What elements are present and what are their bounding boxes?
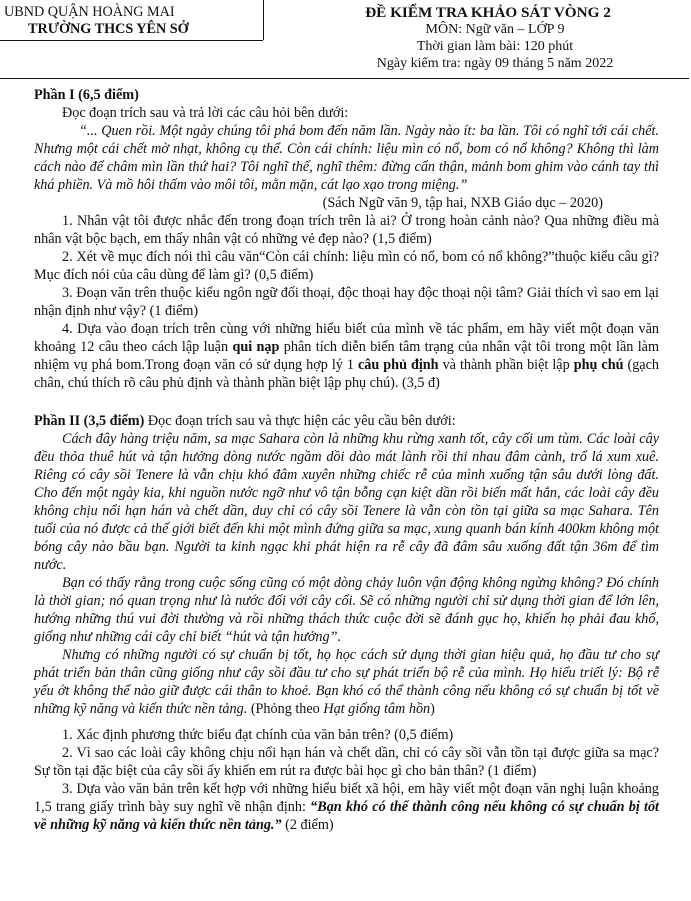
part2-source: (Phỏng theo Hạt giống tâm hồn) [250, 701, 435, 717]
part2-paragraph-3: Nhưng có những người có sự chuẩn bị tốt, họ học cách sử dụng thời gian hiệu quả, họ đầu tư cho sự phát triển bản thân cũng giống như cây sồi đầu tư cho sự phát triển bộ rễ của mình. Họ hiểu triết lý: Bộ rễ yếu ớt không thể nào giữ được cái thân to khoẻ. Bạn khó có thể thành công nếu không có sự chuẩn bị tốt về những kỹ năng và kiến thức nền tảng. (Phỏng theo Hạt giống tâm hồn) [34, 647, 659, 717]
part1-question-1: 1. Nhân vật tôi được nhắc đến trong đoạn trích trên là ai? Ở trong hoàn cảnh nào? Qua những điều mà nhân vật bộc bạch, em thấy nhân vật có những vẻ đẹp nào? (1,5 điểm) [34, 213, 659, 247]
part1-question-4: 4. Dựa vào đoạn trích trên cùng với những hiểu biết của mình về tác phẩm, em hãy viết một đoạn văn khoảng 12 câu theo cách lập luận qui nạp phân tích diễn biến tâm trạng của nhân vật tôi trong một lần làm nhiệm vụ phá bom.Trong đoạn văn có sử dụng hợp lý 1 câu phủ định và thành phần biệt lập phụ chú (gạch chân, chú thích rõ câu phủ định và thành phần biệt lập phụ chú). (3,5 đ) [34, 321, 659, 391]
part2-question-2: 2. Vì sao các loài cây không chịu nổi hạn hán và chết dần, chỉ có cây sồi vẫn tồn tại được giữa sa mạc? Sự tồn tại đặc biệt của cây sồi ấy khiến em rút ra được bài học gì cho bản thân? (1 điểm) [34, 745, 659, 779]
section-gap [34, 392, 659, 412]
part2-title-line [34, 412, 659, 430]
part1-quote: “... Quen rồi. Một ngày chúng tôi phá bom đến năm lần. Ngày nào ít: ba lần. Tôi có nghĩ tới cái chết. Nhưng một cái chết mờ nhạt, không cụ thể. Còn cái chính: liệu mìn có nổ, bom có nổ không? Không thì làm cách nào để châm mìn lần thứ hai? Tôi nghĩ thế, nghĩ thêm: đừng cẩn thận, mảnh bom ghim vào cánh tay thì khá phiền. Và mồ hôi thấm vào môi tôi, mằn mặn, cát lạo xạo trong miệng.” [34, 123, 659, 193]
part1-question-2: 2. Xét về mục đích nói thì câu văn“Còn cái chính: liệu mìn có nổ, bom có nổ không?”thuộc kiểu câu gì? Mục đích nói của câu dùng để làm gì? (0,5 điểm) [34, 249, 659, 283]
part1-source: (Sách Ngữ văn 9, tập hai, NXB Giáo dục – 2020) [322, 195, 603, 211]
part2-paragraph-2: Bạn có thấy rằng trong cuộc sống cũng có một dòng chảy luôn vận động không ngừng không? Đó chính là thời gian; nó quan trọng như là nước đối với cây cối. Sẽ có những người chỉ sử dụng thời gian để lớn lên, hướng những thú vui đời thường và rồi những thách thức cuộc đời sẽ đánh gục họ, khiến họ phải đau khổ, giống như những cái cây chỉ biết “hút và tận hưởng”. [34, 575, 659, 645]
part2-question-1: 1. Xác định phương thức biểu đạt chính của văn bản trên? (0,5 điểm) [62, 727, 454, 743]
exam-subject: MÔN: Ngữ văn – LỚP 9 [425, 22, 565, 37]
part2-title: Phần II (3,5 điểm) [34, 413, 145, 429]
header-left [4, 4, 266, 38]
exam-title: ĐỀ KIỂM TRA KHẢO SÁT VÒNG 2 [365, 4, 611, 21]
school-name: TRƯỜNG THCS YÊN SỞ [28, 21, 189, 37]
part2-question-3: 3. Dựa vào văn bản trên kết hợp với những hiểu biết xã hội, em hãy viết một đoạn văn nghị luận khoảng 1,5 trang giấy trình bày suy nghĩ về nhận định: “Bạn khó có thể thành công nếu không có sự chuẩn bị tốt về những kỹ năng và kiến thức nền tảng.” (2 điểm) [34, 781, 659, 833]
part1-instruction: Đọc đoạn trích sau và trả lời các câu hỏi bên dưới: [62, 105, 349, 121]
part1-question-3: 3. Đoạn văn trên thuộc kiểu ngôn ngữ đối thoại, độc thoại hay độc thoại nội tâm? Giải thích vì sao em lại nhận định như vậy? (1 điểm) [34, 285, 659, 319]
exam-content [34, 86, 659, 834]
part2-paragraph-1: Cách đây hàng triệu năm, sa mạc Sahara còn là những khu rừng xanh tốt, cây cối um tùm. Các loài cây đều thỏa thuê hút và tận hưởng dòng nước ngầm dồi dào mát lành rồi thi nhau đâm cành, trổ lá xum xuê. Riêng có cây sồi Tenere là vẫn chịu khó đâm xuyên những chiếc rễ của mình xuống tận sâu dưới lòng đất. Cho đến một ngày kia, khi nguồn nước ngỡ như vô tận bỗng cạn kiệt dần rồi biến mất hẳn, các loài cây đều không chịu nổi hạn hán và chết dần, duy chỉ có cây sồi Tenere là vẫn còn tồn tại giữa sa mạc Sahara. Tên tuổi của nó được cả thế giới biết đến khi một mình đứng giữa sa mạc, xung quanh bán kính 400km không một bóng cây nào bầu bạn. Người ta kinh ngạc khi phát hiện ra rễ cây đã đâm sâu xuống đất tận 36m để tìm nước. [34, 431, 659, 573]
spacer [34, 718, 659, 726]
part2-instruction: Đọc đoạn trích sau và thực hiện các yêu cầu bên dưới: [144, 413, 456, 429]
exam-duration: Thời gian làm bài: 120 phút [416, 39, 574, 54]
header-left-underline [0, 40, 263, 41]
district-name: UBND QUẬN HOÀNG MAI [4, 4, 175, 20]
exam-date: Ngày kiểm tra: ngày 09 tháng 5 năm 2022 [376, 56, 614, 71]
part1-title: Phần I (6,5 điểm) [34, 87, 139, 103]
header-right [300, 4, 690, 72]
